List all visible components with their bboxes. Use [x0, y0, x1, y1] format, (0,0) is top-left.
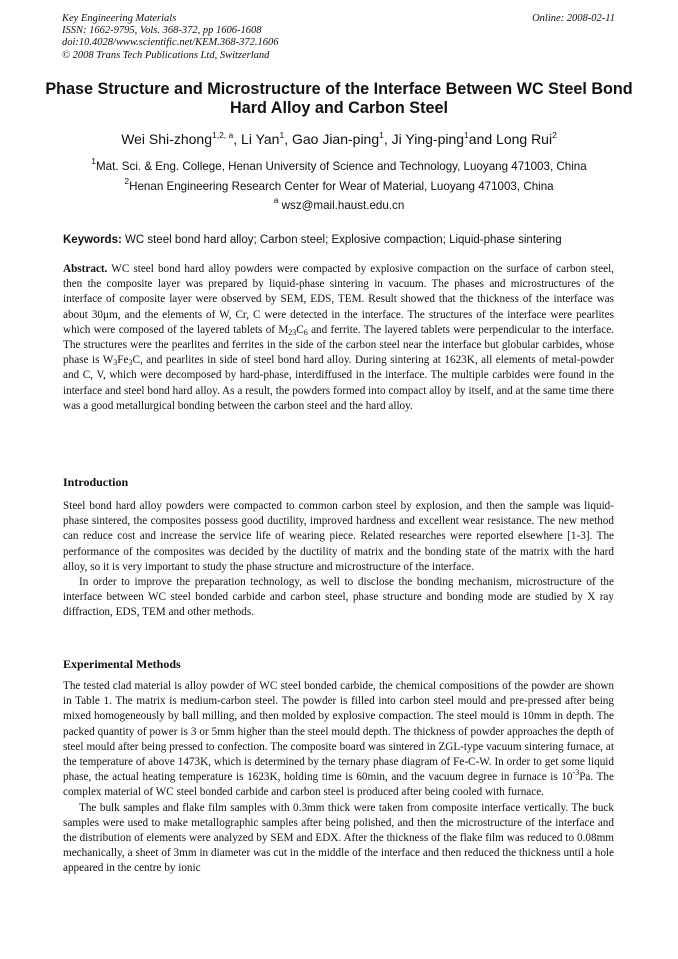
abstract-text: Fe	[117, 354, 129, 367]
superscript: -3	[572, 768, 580, 778]
methods-heading: Experimental Methods	[63, 657, 181, 671]
journal-doi: doi:10.4028/www.scientific.net/KEM.368-372.1606	[62, 37, 279, 49]
author-affiliation-mark: 1	[379, 130, 384, 140]
affiliation-email	[0, 195, 678, 212]
affiliation-2	[0, 176, 678, 193]
introduction-heading: Introduction	[63, 475, 129, 489]
abstract-text: WC steel bond hard alloy powders were compacted by explosive compaction on the surface of carbon steel, then the composite layer was prepared by liquid-phase sintering in vacuum. The phases and microstructures of the interface of composite layer were observed by SEM, EDS, TEM. Result showed that the thickness of the interface was about 30μm, and the elements of W, Cr, C were detected in the interface. The structures of the interface were pearlites which were composed of the layered tablets of M	[63, 263, 614, 336]
author-name: Ji Ying-ping	[391, 131, 465, 147]
paragraph-text: The tested clad material is alloy powder of WC steel bonded carbide, the chemical compositions of the powder are shown in Table 1. The matrix is medium-carbon steel. The powder is filled into carbon steel mould and pre-pressed after being mixed homogeneously by ball milling, and then molded by explosive compaction. The steel mould is 10mm in depth. The packed quantity of power is 3 or 5mm higher than the steel mould depth. The thickness of powder approaches the depth of steel mould after being pressed to confection. The composite board was sintered in ZGL-type vacuum sintering furnace, at the temperature of above 1473K, which is determined by the ternary phase diagram of Fe-C-W. In order to get some liquid phase, the actual heating temperature is 1623K, holding time is 60min, and the vacuum degree in furnace is 10	[63, 680, 614, 784]
journal-header	[62, 13, 279, 62]
abstract-text: C, and pearlites in side of steel bond hard alloy. During sintering at 1623K, all elements of metal-powder and C, V, which were decomposed by hard-phase, interdiffused in the interface. The multiple carbides were found in the interface and steel bond hard alloy. As a result, the powders formed into compact alloy by itself, and at the same time there was a good metallurgical bonding between the carbon steel and the hard alloy.	[63, 354, 615, 412]
affiliation-1	[0, 156, 678, 173]
abstract-label: Abstract.	[63, 263, 108, 275]
online-date: Online: 2008-02-11	[532, 13, 615, 24]
author-name: Long Rui	[496, 131, 553, 147]
keywords-text: WC steel bond hard alloy; Carbon steel; Explosive compaction; Liquid-phase sintering	[125, 234, 562, 246]
affiliation-mark: 2	[124, 176, 130, 186]
abstract-text: C	[296, 323, 304, 336]
subscript: 23	[288, 327, 297, 337]
paper-title: Phase Structure and Microstructure of the Interface Between WC Steel Bond Hard Alloy and Carbon Steel	[45, 80, 633, 117]
methods-body	[63, 679, 614, 877]
author-name: Gao Jian-ping	[291, 131, 380, 147]
author-affiliation-mark: 1,2, a	[211, 130, 234, 140]
abstract-text: and ferrite. The layered tablets were perpendicular to the interface. The structures were the pearlites and ferrites in the side of the carbon steel near the interface but globular carbides, whose phase is W	[63, 323, 614, 367]
affiliation-mark: a	[273, 195, 279, 205]
keywords-label: Keywords:	[63, 234, 122, 246]
author-affiliation-mark: 1	[279, 130, 285, 140]
email-address: wsz@mail.haust.edu.cn	[281, 199, 405, 212]
keywords	[63, 234, 623, 246]
subscript: 3	[113, 358, 118, 368]
journal-issn: ISSN: 1662-9795, Vols. 368-372, pp 1606-1608	[62, 25, 262, 37]
subscript: 3	[128, 358, 133, 368]
paragraph	[63, 679, 614, 801]
author-name: Li Yan	[241, 131, 280, 147]
author-affiliation-mark: 2	[552, 130, 557, 140]
subscript: 6	[303, 327, 308, 337]
author-affiliation-mark: 1	[464, 130, 469, 140]
affiliation-mark: 1	[91, 156, 97, 166]
introduction-body	[63, 499, 614, 621]
abstract	[63, 262, 614, 414]
paragraph: The bulk samples and flake film samples with 0.3mm thick were taken from composite interface vertically. The buck samples were used to make metallographic samples after being polished, and then the microstructure of the interface and the distribution of elements were analyzed by SEM and EDX. After the thickness of the flake film was reduced to 0.08mm mechanically, a sheet of 3mm in diameter was cut in the middle of the interface and then reduced the thickness until a hole appeared in the centre by ionic	[63, 801, 614, 875]
affiliation-text: Henan Engineering Research Center for Wear of Material, Luoyang 471003, China	[129, 180, 554, 193]
paragraph: In order to improve the preparation technology, as well to disclose the bonding mechanism, microstructure of the interface between WC steel bonded carbide and carbon steel, phase structure and bonding mode are studied by X ray diffraction, EDS, TEM and other methods.	[63, 576, 614, 619]
journal-name: Key Engineering Materials	[62, 13, 177, 24]
author-list: Wei Shi-zhong$^{1,2, a}$, Li Yan$^1$, Gao Jian-ping$^1$, Ji Ying-ping$^1$and Long Rui$^2$	[121, 130, 557, 147]
paragraph: Steel bond hard alloy powders were compacted to common carbon steel by explosion, and then the sample was liquid-phase sintered, the composites possess good ductility, improved hardness and excellent wear resistance. The new method can reduce cost and increase the service life of wearing piece. Related researches were reported elsewhere [1-3]. The performance of the composites was decided by the ductility of matrix and the bonding state of the matrix with the hard alloy, so it is very important to study the phase structure and microstructure of the interface.	[63, 500, 614, 573]
journal-copyright: © 2008 Trans Tech Publications Ltd, Switzerland	[62, 49, 270, 61]
paragraph-text: Pa. The complex material of WC steel bonded carbide and carbon steel is produced after being cooled with furnace.	[63, 771, 614, 799]
author-name: Wei Shi-zhong	[121, 131, 212, 147]
affiliation-text: Mat. Sci. & Eng. College, Henan University of Science and Technology, Luoyang 471003, China	[96, 160, 587, 173]
